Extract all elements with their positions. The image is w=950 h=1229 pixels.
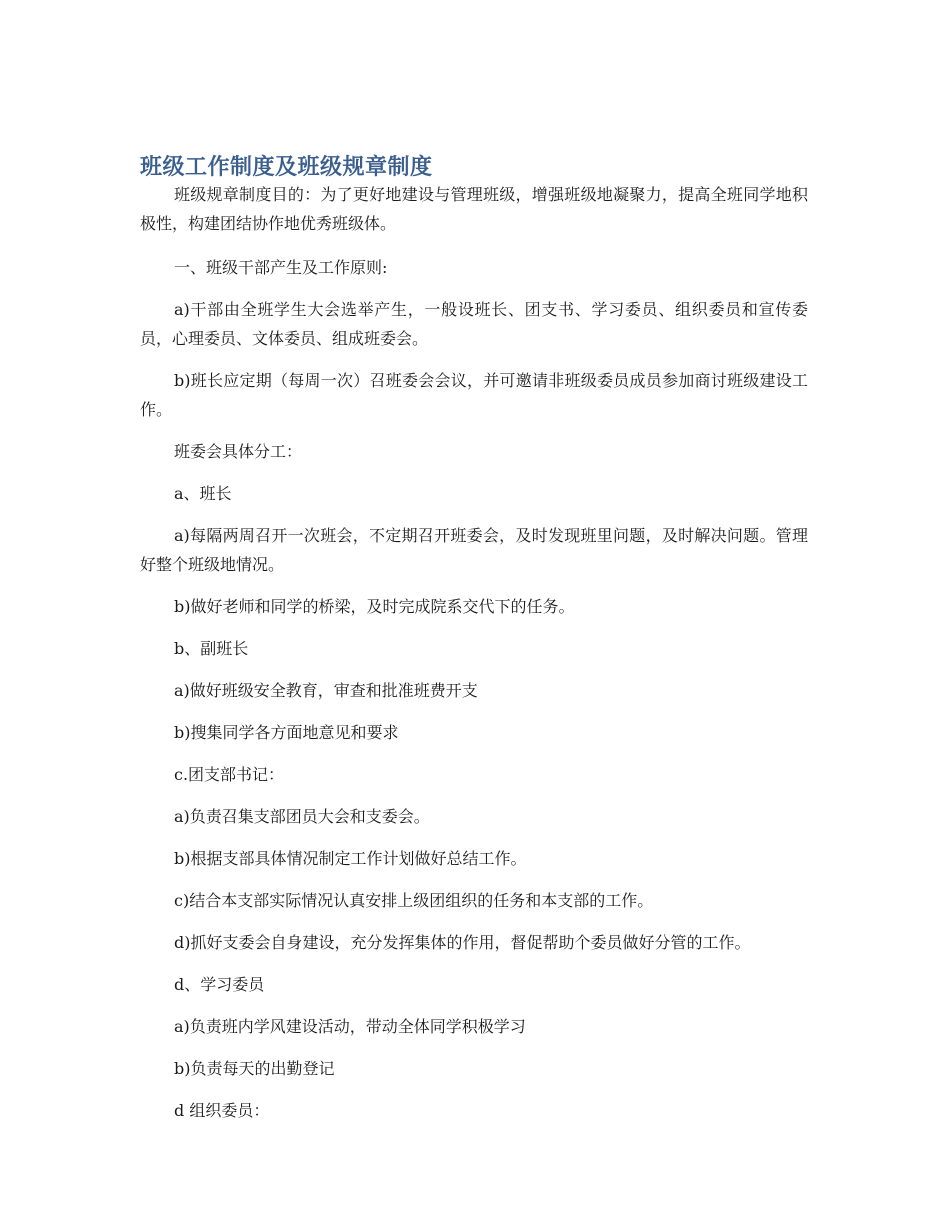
paragraph-league-secretary-duty-a: a)负责召集支部团员大会和支委会。 xyxy=(174,807,430,826)
paragraph-league-secretary-heading: c.团支部书记： xyxy=(174,765,285,784)
paragraph-cadre-election: a)干部由全班学生大会选举产生，一般设班长、团支书、学习委员、组织委员和宣传委员，心理委员、文体委员、组成班委会。 xyxy=(140,300,808,348)
paragraph-league-secretary-duty-b: b)根据支部具体情况制定工作计划做好总结工作。 xyxy=(174,849,527,868)
paragraph-league-secretary-duty-d: d)抓好支委会自身建设，充分发挥集体的作用，督促帮助个委员做好分管的工作。 xyxy=(174,933,751,952)
paragraph-section-1-heading: 一、班级干部产生及工作原则: xyxy=(174,258,388,277)
paragraph-monitor-duty-b: b)做好老师和同学的桥梁，及时完成院系交代下的任务。 xyxy=(174,597,575,616)
paragraph-purpose: 班级规章制度目的：为了更好地建设与管理班级，增强班级地凝聚力，提高全班同学地积极性，构建团结协作地优秀班级体。 xyxy=(140,185,808,233)
paragraph-study-committee-duty-b: b)负责每天的出勤登记 xyxy=(174,1059,335,1078)
document-title: 班级工作制度及班级规章制度 xyxy=(140,155,433,180)
paragraph-study-committee-duty-a: a)负责班内学风建设活动，带动全体同学积极学习 xyxy=(174,1017,526,1036)
paragraph-vice-monitor-duty-b: b)搜集同学各方面地意见和要求 xyxy=(174,723,399,742)
paragraph-monitor-heading: a、班长 xyxy=(174,484,232,503)
paragraph-league-secretary-duty-c: c)结合本支部实际情况认真安排上级团组织的任务和本支部的工作。 xyxy=(174,891,654,910)
paragraph-organization-committee-heading: d 组织委员： xyxy=(174,1101,270,1120)
paragraph-division-heading: 班委会具体分工： xyxy=(174,442,303,461)
paragraph-study-committee-heading: d、学习委员 xyxy=(174,975,265,994)
paragraph-vice-monitor-heading: b、副班长 xyxy=(174,639,249,658)
paragraph-monitor-meeting: b)班长应定期（每周一次）召班委会会议，并可邀请非班级委员成员参加商讨班级建设工作。 xyxy=(140,371,808,419)
paragraph-vice-monitor-duty-a: a)做好班级安全教育，审查和批准班费开支 xyxy=(174,681,478,700)
paragraph-monitor-duty-a: a)每隔两周召开一次班会，不定期召开班委会，及时发现班里问题，及时解决问题。管理好整个班级地情况。 xyxy=(140,526,808,574)
document-body xyxy=(140,180,808,1138)
